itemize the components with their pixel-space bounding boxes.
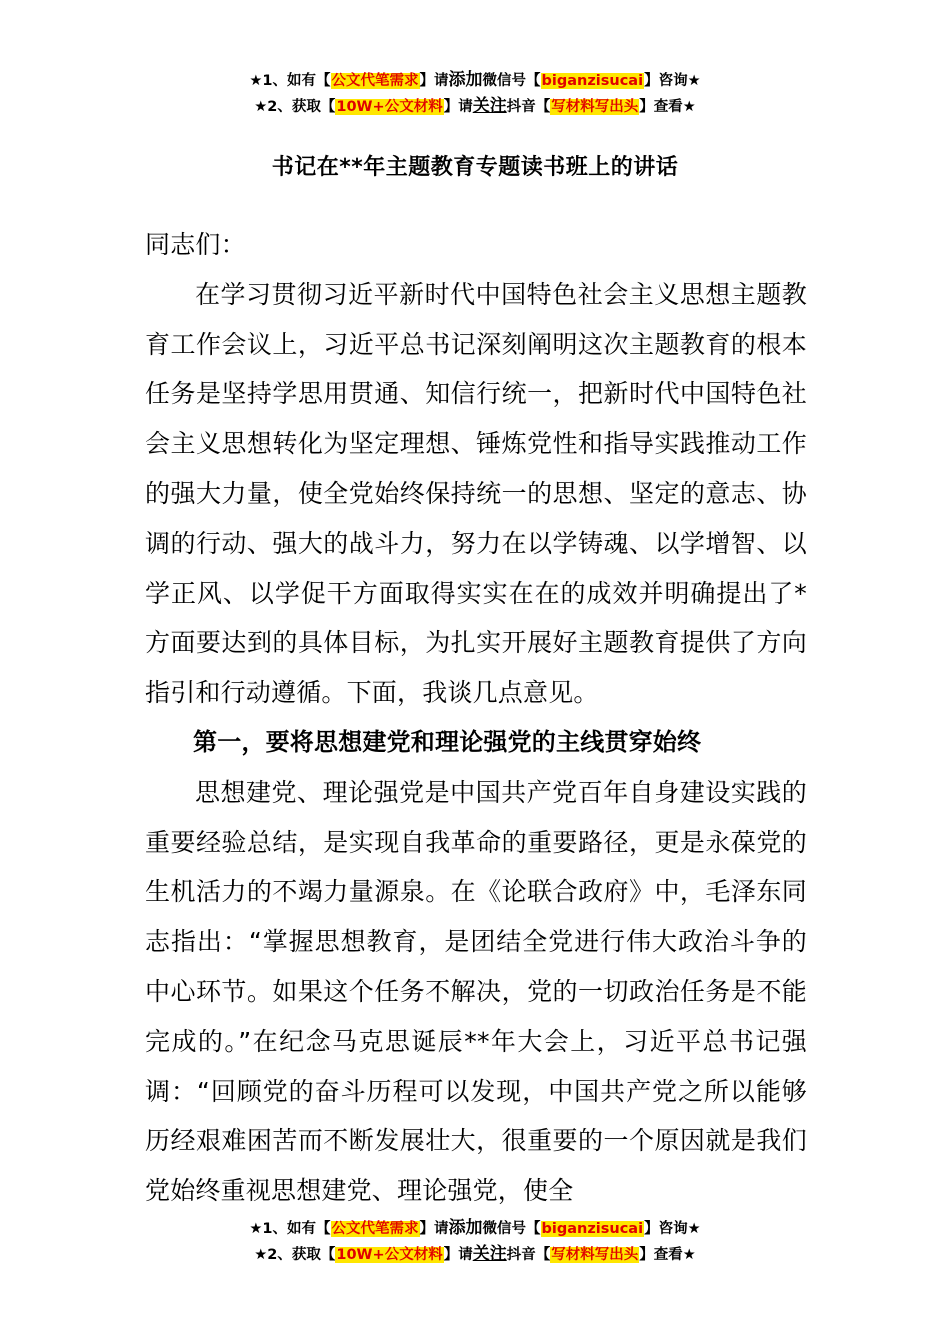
top-ad-banner [0,68,950,120]
highlight-service: 公文代笔需求 [331,1221,419,1237]
banner-line-1: ★1、如有【公文代笔需求】请添加微信号【biganzisucai】咨询★ [249,1218,701,1238]
highlight-materials: 10W+公文材料 [336,99,443,115]
paragraph-intro: 在学习贯彻习近平新时代中国特色社会主义思想主题教育工作会议上，习近平总书记深刻阐明这次主题教育的根本任务是坚持学思用贯通、知信行统一，把新时代中国特色社会主义思想转化为坚定理想、锤炼党性和指导实践推动工作的强大力量，使全党始终保持统一的思想、坚定的意志、协调的行动、强大的战斗力，努力在以学铸魂、以学增智、以学正风、以学促干方面取得实实在在的成效并明确提出了*方面要达到的具体目标，为扎实开展好主题教育提供了方向指引和行动遵循。下面，我谈几点意见。 [145,279,807,708]
banner-line-1: ★1、如有【公文代笔需求】请添加微信号【biganzisucai】咨询★ [249,70,701,90]
banner-line-2: ★2、获取【10W+公文材料】请关注抖音【写材料写出头】查看★ [254,1244,696,1264]
highlight-service: 公文代笔需求 [331,73,419,89]
document-title: 书记在**年主题教育专题读书班上的讲话 [271,155,679,180]
section-heading-1: 第一，要将思想建党和理论强党的主线贯穿始终 [193,727,702,756]
paragraph-section-1: 思想建党、理论强党是中国共产党百年自身建设实践的重要经验总结，是实现自我革命的重要路径，更是永葆党的生机活力的不竭力量源泉。在《论联合政府》中，毛泽东同志指出：“掌握思想教育，是团结全党进行伟大政治斗争的中心环节。如果这个任务不解决，党的一切政治任务是不能完成的。”在纪念马克思诞辰**年大会上，习近平总书记强调：“回顾党的奋斗历程可以发现，中国共产党之所以能够历经艰难困苦而不断发展壮大，很重要的一个原因就是我们党始终重视思想建党、理论强党，使全 [145,777,807,1206]
banner-line-2: ★2、获取【10W+公文材料】请关注抖音【写材料写出头】查看★ [254,96,696,116]
highlight-materials: 10W+公文材料 [336,1247,443,1263]
highlight-wechat-id: biganzisucai [541,73,644,89]
highlight-douyin-id: 写材料写出头 [551,1247,639,1263]
bottom-ad-banner [0,1216,950,1268]
salutation: 同志们： [145,230,246,259]
highlight-wechat-id: biganzisucai [541,1221,644,1237]
document-body [145,220,807,1216]
highlight-douyin-id: 写材料写出头 [551,99,639,115]
